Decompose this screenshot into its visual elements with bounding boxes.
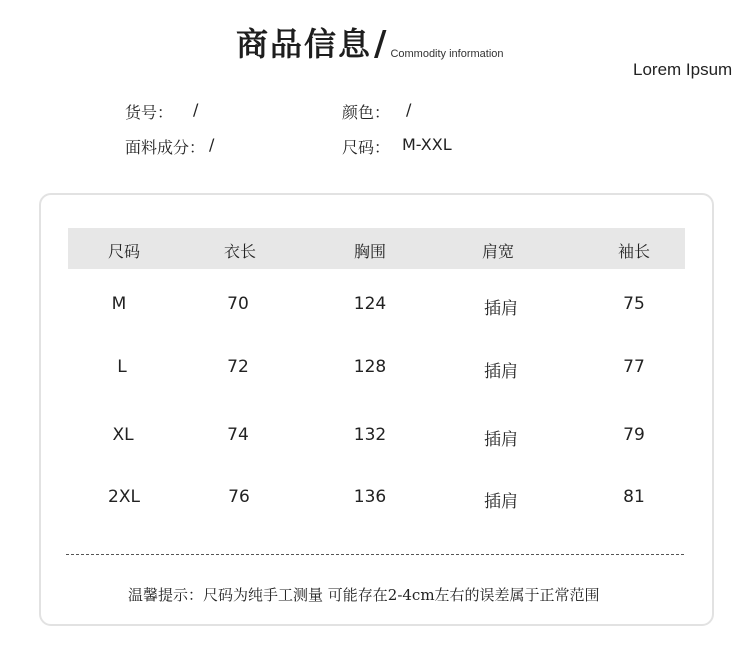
page-subtitle: Commodity information <box>390 48 504 60</box>
size-label: 尺码： <box>342 138 391 157</box>
measurement-note: 温馨提示：尺码为纯手工测量 可能存在2-4cm左右的误差属于正常范围 <box>128 586 600 604</box>
title-slash: / <box>374 24 387 64</box>
row-size: L <box>117 357 127 377</box>
header-sleeve: 袖长 <box>617 242 651 261</box>
row-length: 72 <box>227 357 249 377</box>
row-length: 76 <box>228 487 250 507</box>
info-size <box>342 135 452 158</box>
row-shoulder: 插肩 <box>484 430 518 450</box>
row-shoulder: 插肩 <box>484 362 518 382</box>
fabric-value: / <box>209 135 215 154</box>
item-no-label: 货号： <box>125 103 174 122</box>
row-size: XL <box>112 425 134 445</box>
row-sleeve: 77 <box>623 357 645 377</box>
size-value: M-XXL <box>402 135 452 154</box>
row-shoulder: 插肩 <box>484 492 518 512</box>
header-length: 衣长 <box>223 242 257 261</box>
row-chest: 124 <box>353 294 387 314</box>
header-shoulder: 肩宽 <box>481 242 515 261</box>
page-title-block <box>236 22 504 66</box>
header-size: 尺码 <box>107 242 141 261</box>
brand-name: Lorem Ipsum <box>633 60 733 79</box>
info-color <box>342 100 411 123</box>
row-sleeve: 75 <box>623 294 645 314</box>
row-size: 2XL <box>108 487 140 507</box>
row-size: M <box>111 294 127 314</box>
row-shoulder: 插肩 <box>484 299 518 319</box>
row-length: 70 <box>227 294 249 314</box>
row-sleeve: 79 <box>623 425 645 445</box>
color-value: / <box>406 100 412 119</box>
color-label: 颜色： <box>342 103 391 122</box>
row-chest: 132 <box>353 425 387 445</box>
page-title: 商品信息 <box>236 25 373 63</box>
row-chest: 136 <box>353 487 387 507</box>
item-no-value: / <box>193 100 199 119</box>
row-sleeve: 81 <box>623 487 645 507</box>
info-item-no <box>125 100 198 123</box>
info-fabric <box>125 135 214 158</box>
fabric-label: 面料成分： <box>125 138 206 157</box>
row-length: 74 <box>227 425 249 445</box>
row-chest: 128 <box>353 357 387 377</box>
header-chest: 胸围 <box>353 242 387 261</box>
dashed-divider <box>66 554 684 555</box>
